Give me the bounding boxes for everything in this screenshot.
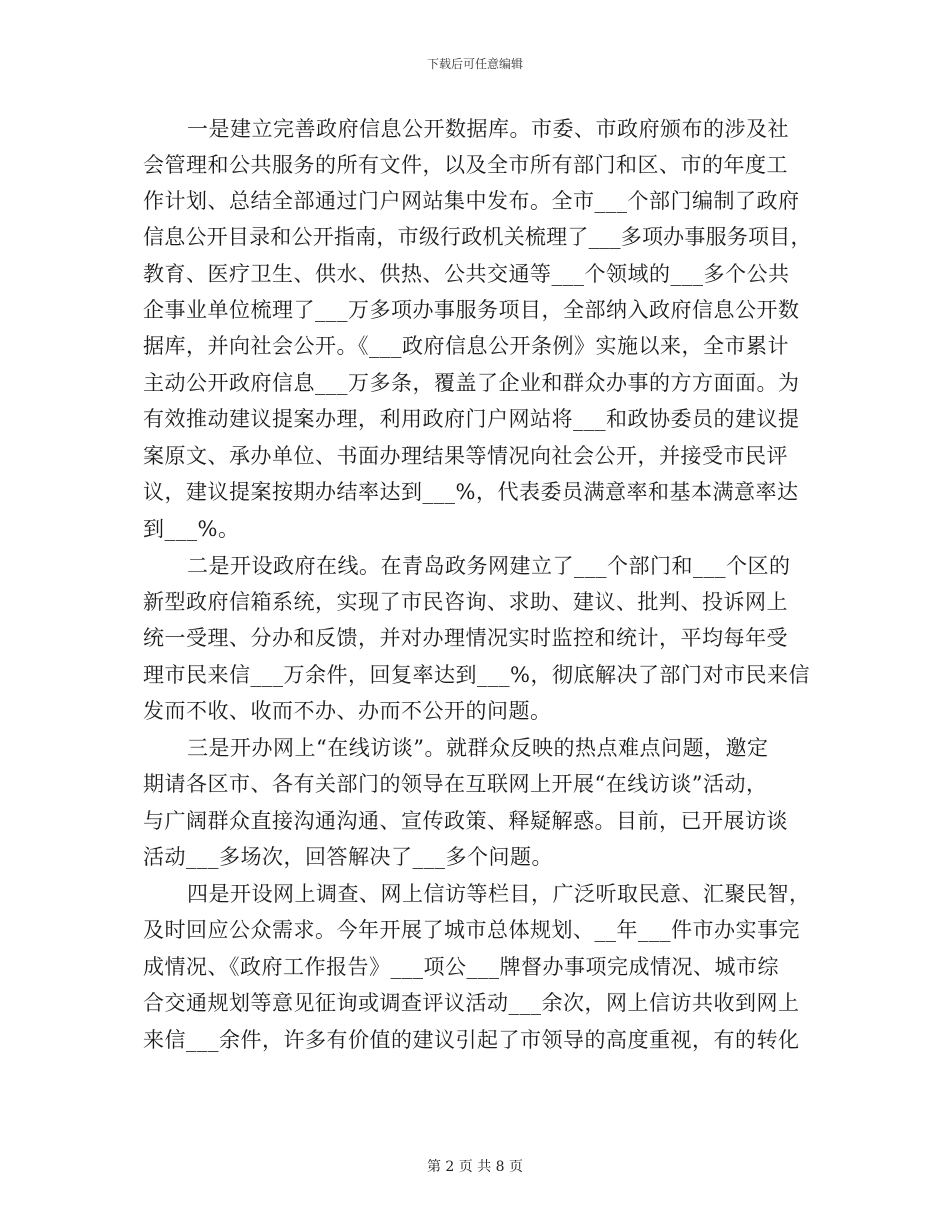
text-line: 成情况、《政府工作报告》___项公___牌督办事项完成情况、城市综 — [143, 955, 779, 979]
page-number: 第 2 页 共 8 页 — [426, 1159, 524, 1175]
text-line: 到___%。 — [143, 517, 240, 541]
text-line: 议，建议提案按期办结率达到___%，代表委员满意率和基本满意率达 — [143, 480, 799, 504]
text-line: 理市民来信___万余件，回复率达到___%，彻底解决了部门对市民来信 — [143, 663, 810, 687]
text-line: 会管理和公共服务的所有文件，以及全市所有部门和区、市的年度工 — [143, 153, 788, 177]
text-line: 发而不收、收而不办、办而不公开的问题。 — [143, 699, 552, 723]
text-line: 新型政府信箱系统，实现了市民咨询、求助、建议、批判、投诉网上 — [143, 590, 788, 614]
text-line: 来信___余件，许多有价值的建议引起了市领导的高度重视，有的转化 — [143, 1028, 800, 1052]
page-header: 下载后可任意编辑 — [426, 57, 523, 71]
text-line: 统一受理、分办和反馈，并对办理情况实时监控和统计，平均每年受 — [143, 626, 788, 650]
text-line: 案原文、承办单位、书面办理结果等情况向社会公开，并接受市民评 — [143, 444, 788, 468]
text-line: 一是建立完善政府信息公开数据库。市委、市政府颁布的涉及社 — [187, 117, 789, 141]
text-line: 作计划、总结全部通过门户网站集中发布。全市___个部门编制了政府 — [143, 189, 800, 213]
text-line: 企事业单位梳理了___万多项办事服务项目，全部纳入政府信息公开数 — [143, 298, 800, 322]
text-line: 有效推动建议提案办理，利用政府门户网站将___和政协委员的建议提 — [143, 407, 800, 431]
text-line: 三是开办网上“在线访谈”。就群众反映的热点难点问题，邀定 — [187, 736, 769, 760]
text-line: 及时回应公众需求。今年开展了城市总体规划、__年___件市办实事完 — [143, 918, 800, 942]
text-line: 期请各区市、各有关部门的领导在互联网上开展“在线访谈”活动， — [143, 772, 768, 796]
text-line: 活动___多场次，回答解决了___多个问题。 — [143, 845, 553, 869]
text-line: 二是开设政府在线。在青岛政务网建立了___个部门和___个区的 — [187, 554, 791, 578]
text-line: 合交通规划等意见征询或调查评议活动___余次，网上信访共收到网上 — [143, 991, 800, 1015]
text-line: 四是开设网上调查、网上信访等栏目，广泛听取民意、汇聚民智， — [187, 882, 811, 906]
text-line: 主动公开政府信息___万多条，覆盖了企业和群众办事的方方面面。为 — [143, 371, 800, 395]
text-line: 教育、医疗卫生、供水、供热、公共交通等___个领域的___多个公共 — [143, 262, 790, 286]
text-line: 信息公开目录和公开指南，市级行政机关梳理了___多项办事服务项目， — [143, 225, 812, 249]
text-line: 据库，并向社会公开。《___政府信息公开条例》实施以来，全市累计 — [143, 334, 789, 358]
text-line: 与广阔群众直接沟通沟通、宣传政策、释疑解惑。目前，已开展访谈 — [143, 809, 788, 833]
